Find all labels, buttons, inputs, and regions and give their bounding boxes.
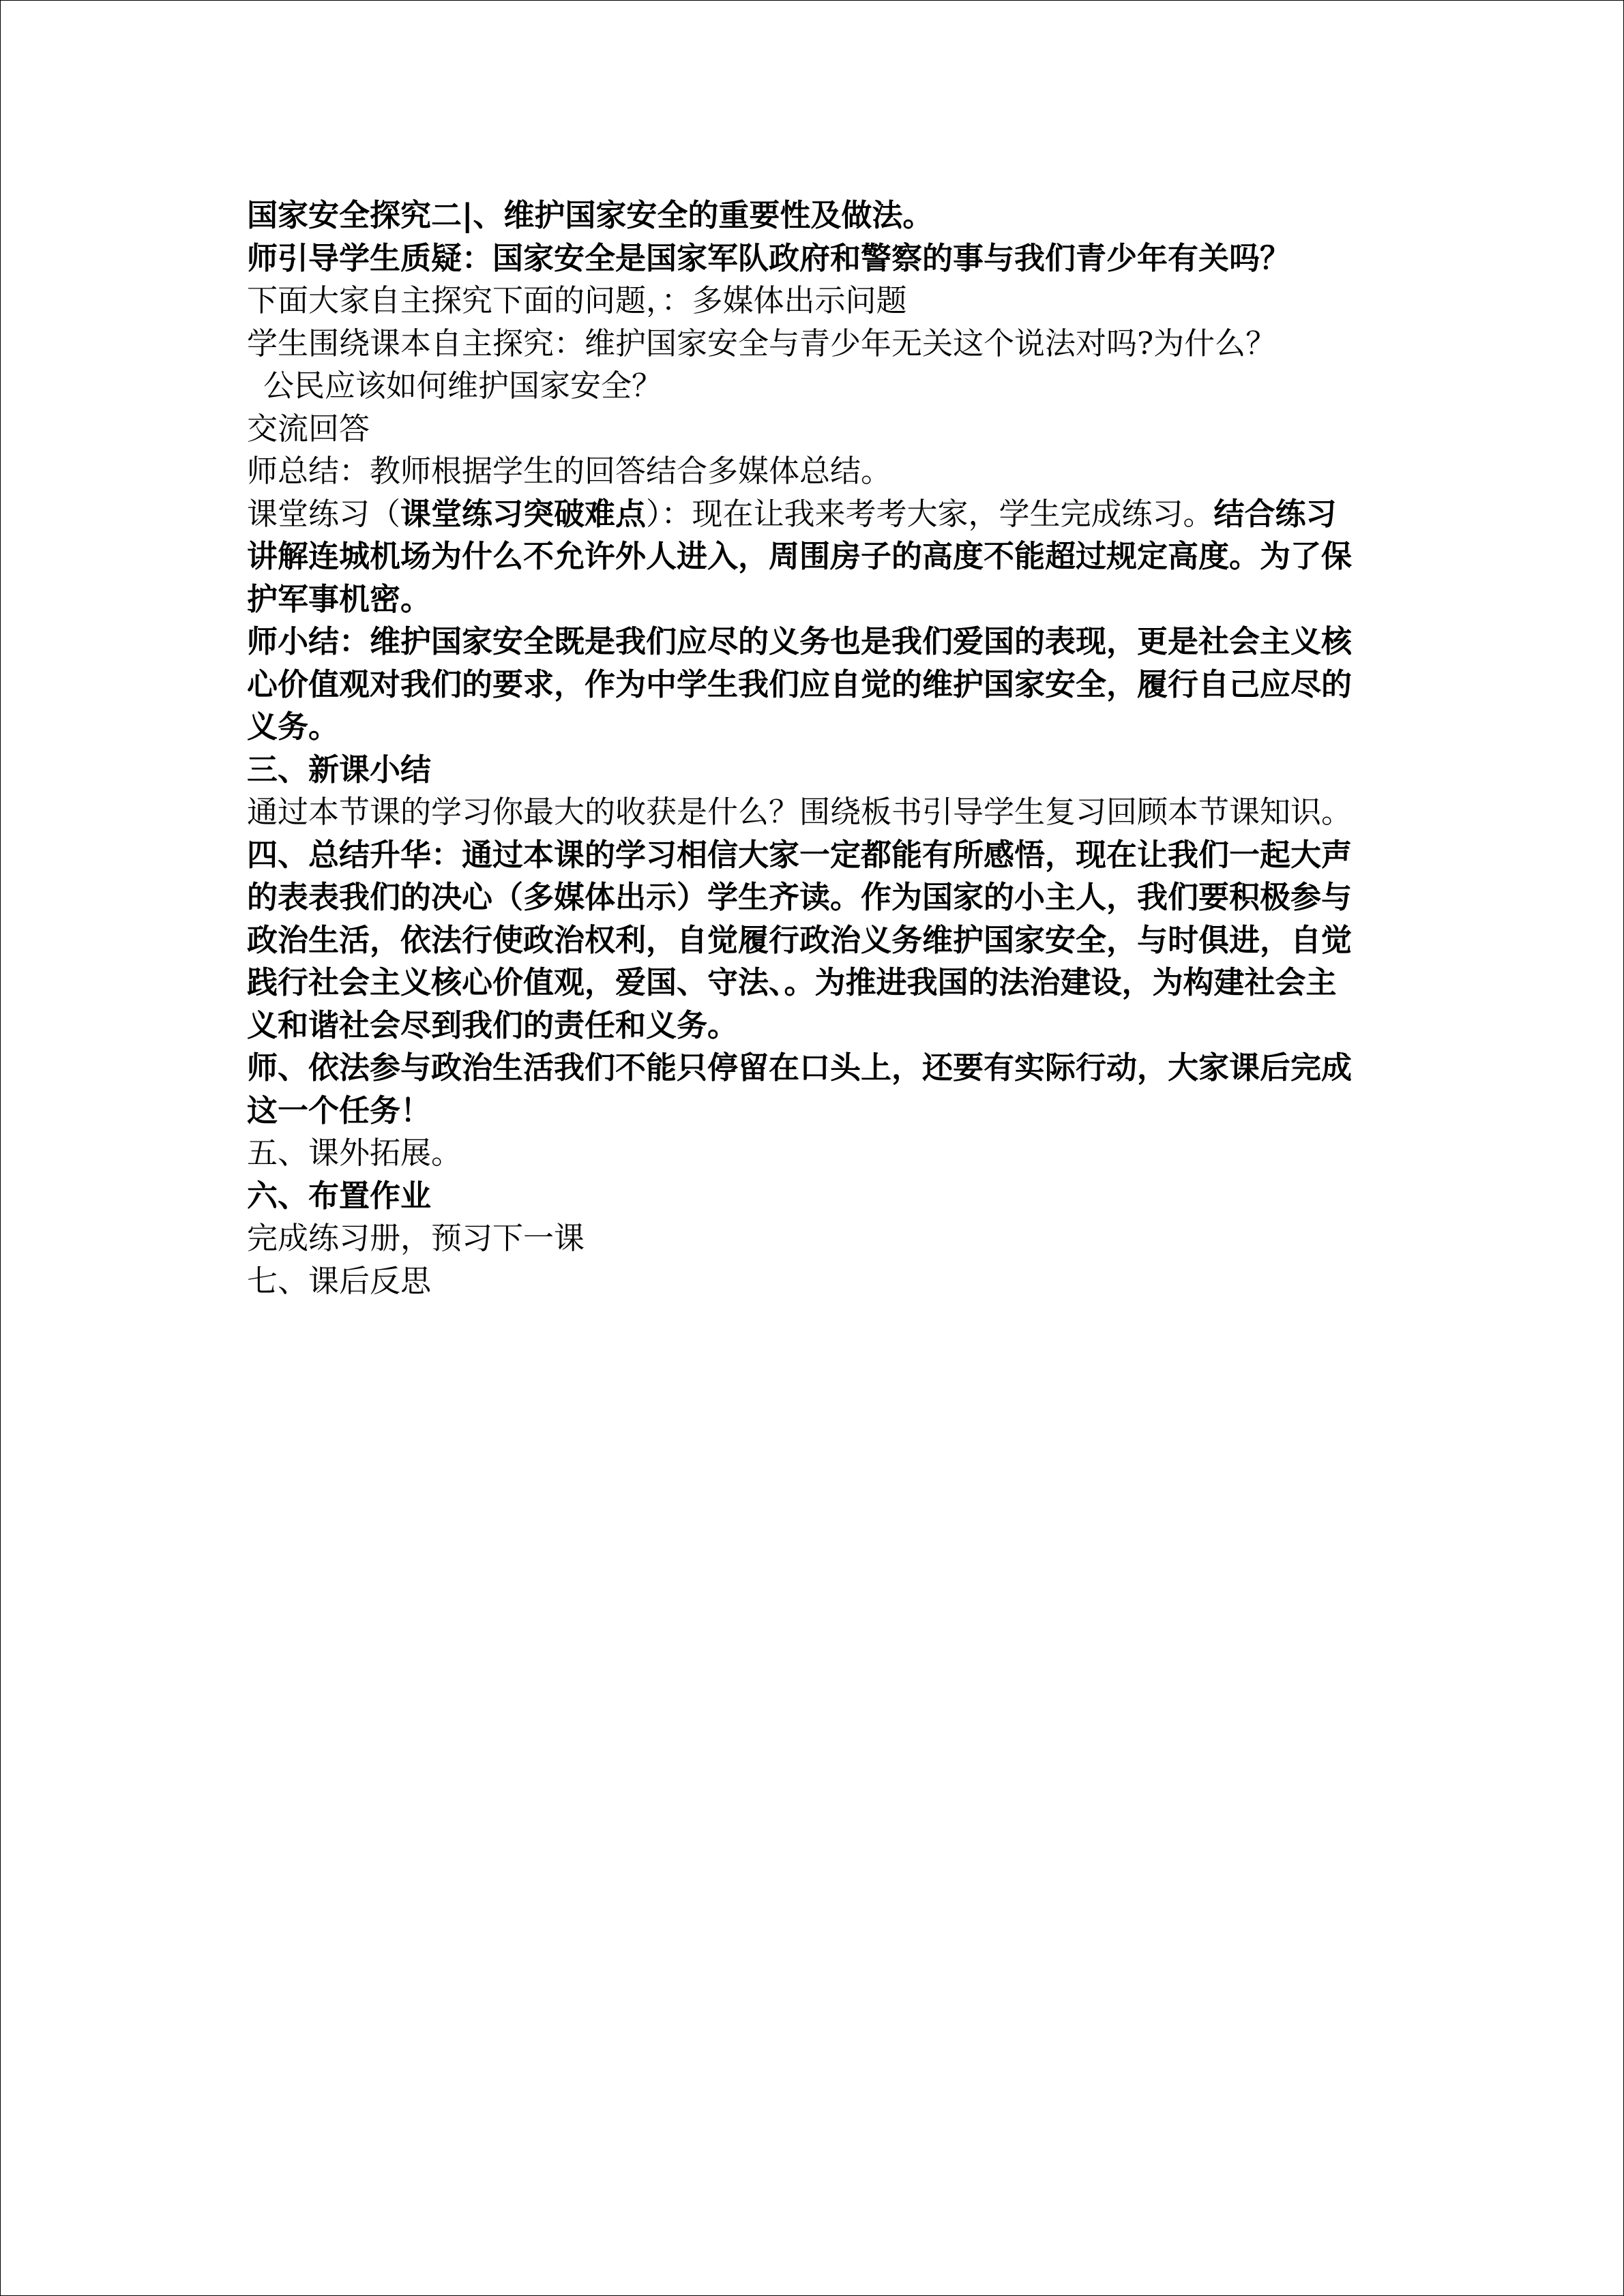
teacher-question-paragraph bbox=[247, 237, 1365, 280]
document-body bbox=[247, 194, 1365, 1302]
text-segment: 课堂练习突破难点 bbox=[400, 495, 647, 532]
text-segment: 通过本节课的学习你最大的收获是什么？围绕板书引导学生复习回顾本节课知识。 bbox=[247, 794, 1353, 830]
exchange-answer-paragraph bbox=[247, 408, 1365, 451]
multimedia-question-paragraph bbox=[247, 280, 1365, 323]
text-segment: 下面大家自主探究下面的问题，：多媒体出示问题 bbox=[247, 282, 907, 318]
heading-homework bbox=[247, 1175, 1365, 1218]
text-segment: 六、布置作业 bbox=[247, 1177, 432, 1214]
heading-new-lesson-summary bbox=[247, 749, 1365, 792]
text-segment: 课堂练习（ bbox=[247, 495, 401, 532]
text-segment: 国家安全探究二|、维护国家安全的重要性及做法。 bbox=[247, 197, 934, 233]
text-segment: 结合练习讲解连城机场为什么不允许外人进入，周围房子的高度不能超过规定高度。为了保护军事机密。 bbox=[247, 495, 1353, 617]
heading-extension bbox=[247, 1132, 1365, 1175]
teacher-task-paragraph bbox=[247, 1047, 1365, 1132]
text-segment: 五、课外拓展。 bbox=[247, 1135, 462, 1171]
text-segment: 七、课后反思 bbox=[247, 1262, 432, 1299]
text-segment: 师、依法参与政治生活我们不能只停留在口头上，还要有实际行动，大家课后完成这一个任务！ bbox=[247, 1049, 1353, 1129]
text-segment: 交流回答 bbox=[247, 410, 370, 447]
teacher-summary-paragraph bbox=[247, 450, 1365, 493]
homework-paragraph bbox=[247, 1217, 1365, 1260]
student-inquiry-paragraph bbox=[247, 323, 1365, 366]
heading-explore-two bbox=[247, 194, 1365, 237]
text-segment: 师总结：教师根据学生的回答结合多媒体总结。 bbox=[247, 453, 892, 489]
citizen-question-paragraph bbox=[247, 365, 1365, 408]
heading-reflection bbox=[247, 1260, 1365, 1303]
text-segment: 学生围绕课本自主探究：维护国家安全与青少年无关这个说法对吗?为什么？ bbox=[247, 325, 1277, 361]
text-segment: 完成练习册，预习下一课 bbox=[247, 1220, 585, 1256]
text-segment: 公民应该如何维护国家安全？ bbox=[263, 368, 663, 404]
text-segment: 师小结：维护国家安全既是我们应尽的义务也是我们爱国的表现，更是社会主义核心价值观对我们的要求，作为中学生我们应自觉的维护国家安全，履行自己应尽的义务。 bbox=[247, 623, 1353, 745]
teacher-conclusion-paragraph bbox=[247, 621, 1365, 749]
sublimation-paragraph bbox=[247, 834, 1365, 1047]
text-segment: 师引导学生质疑：国家安全是国家军队政府和警察的事与我们青少年有关吗？ bbox=[247, 239, 1291, 276]
text-segment: 四、总结升华：通过本课的学习相信大家一定都能有所感悟，现在让我们一起大声的表表我们的决心（多媒体出示）学生齐读。作为国家的小主人，我们要积极参与政治生活，依法行使政治权利，自觉履行政治义务维护国家安全，与时俱进，自觉践行社会主义核心价值观，爱国、守法、。为推进我国的法治建设，为构建社会主义和谐社会尽到我们的责任和义务。 bbox=[247, 836, 1353, 1043]
text-segment: 三、新课小结 bbox=[247, 751, 432, 788]
text-segment: ）：现在让我来考考大家，学生完成练习。 bbox=[646, 495, 1214, 532]
review-paragraph bbox=[247, 791, 1365, 834]
classroom-exercise-paragraph bbox=[247, 493, 1365, 621]
